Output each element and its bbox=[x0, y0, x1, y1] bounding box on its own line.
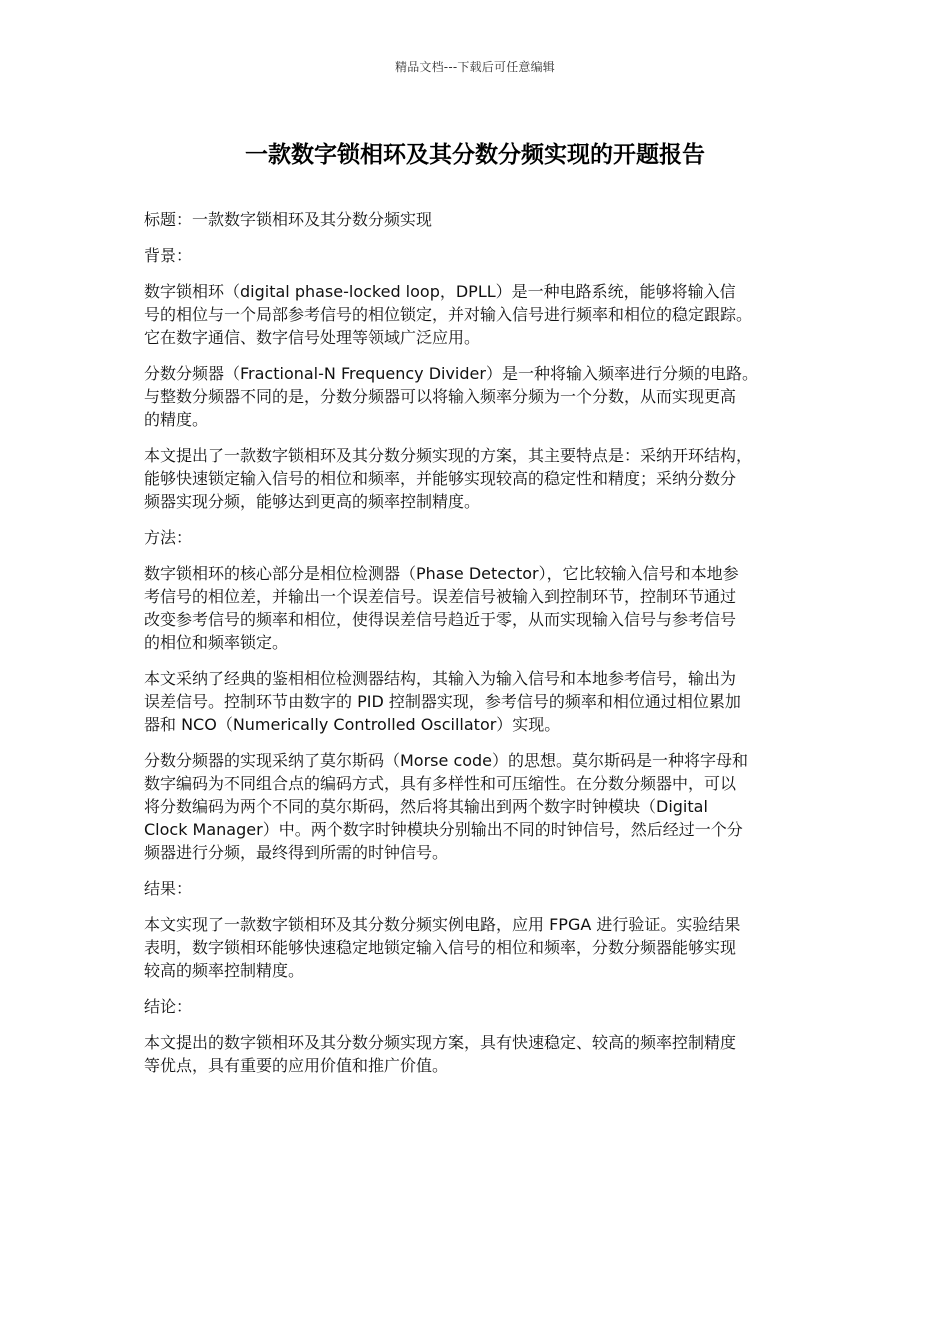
background-paragraph-1: 数字锁相环（digital phase-locked loop，DPLL）是一种电路系统，能够将输入信 号的相位与一个局部参考信号的相位锁定，并对输入信号进行频率和相位的稳定跟踪。 它在数字通信、数字信号处理等领域广泛应用。 bbox=[144, 282, 753, 347]
section-label-method: 方法： bbox=[144, 528, 193, 547]
method-paragraph-3: 分数分频器的实现采纳了莫尔斯码（Morse code）的思想。莫尔斯码是一种将字母和 数字编码为不同组合点的编码方式，具有多样性和可压缩性。在分数分频器中，可以 将分数编码为两个不同的莫尔斯码，然后将其输出到两个数字时钟模块（Digital Clock Manager）中。两个数字时钟模块分别输出不同的时钟信号，然后经过一个分 频器进行分频，最终得到所需的时钟信号。 bbox=[144, 751, 749, 862]
title-line: 标题：一款数字锁相环及其分数分频实现 bbox=[144, 210, 433, 229]
document-body bbox=[144, 208, 816, 1090]
background-paragraph-3: 本文提出了一款数字锁相环及其分数分频实现的方案，其主要特点是：采纳开环结构， 能够快速锁定输入信号的相位和频率，并能够实现较高的稳定性和精度；采纳分数分 频器实现分频，能够达到更高的频率控制精度。 bbox=[144, 446, 753, 511]
document-title: 一款数字锁相环及其分数分频实现的开题报告 bbox=[245, 142, 705, 168]
header-note: 精品文档---下载后可任意编辑 bbox=[395, 60, 555, 74]
background-paragraph-2: 分数分频器（Fractional-N Frequency Divider）是一种将输入频率进行分频的电路。 与整数分频器不同的是，分数分频器可以将输入频率分频为一个分数，从而实现更高 的精度。 bbox=[144, 364, 758, 429]
result-paragraph-1: 本文实现了一款数字锁相环及其分数分频实例电路，应用 FPGA 进行验证。实验结果 表明，数字锁相环能够快速稳定地锁定输入信号的相位和频率，分数分频器能够实现 较高的频率控制精度。 bbox=[144, 915, 741, 980]
section-label-result: 结果： bbox=[144, 879, 193, 898]
section-label-conclusion: 结论： bbox=[144, 997, 193, 1016]
method-paragraph-1: 数字锁相环的核心部分是相位检测器（Phase Detector），它比较输入信号和本地参 考信号的相位差，并输出一个误差信号。误差信号被输入到控制环节，控制环节通过 改变参考信号的频率和相位，使得误差信号趋近于零，从而实现输入信号与参考信号 的相位和频率锁定。 bbox=[144, 564, 739, 652]
conclusion-paragraph-1: 本文提出的数字锁相环及其分数分频实现方案，具有快速稳定、较高的频率控制精度 等优点，具有重要的应用价值和推广价值。 bbox=[144, 1033, 737, 1075]
method-paragraph-2: 本文采纳了经典的鉴相相位检测器结构，其输入为输入信号和本地参考信号，输出为 误差信号。控制环节由数字的 PID 控制器实现，参考信号的频率和相位通过相位累加 器和 NCO（Numerically Controlled Oscillator）实现。 bbox=[144, 669, 741, 734]
section-label-background: 背景： bbox=[144, 246, 193, 265]
